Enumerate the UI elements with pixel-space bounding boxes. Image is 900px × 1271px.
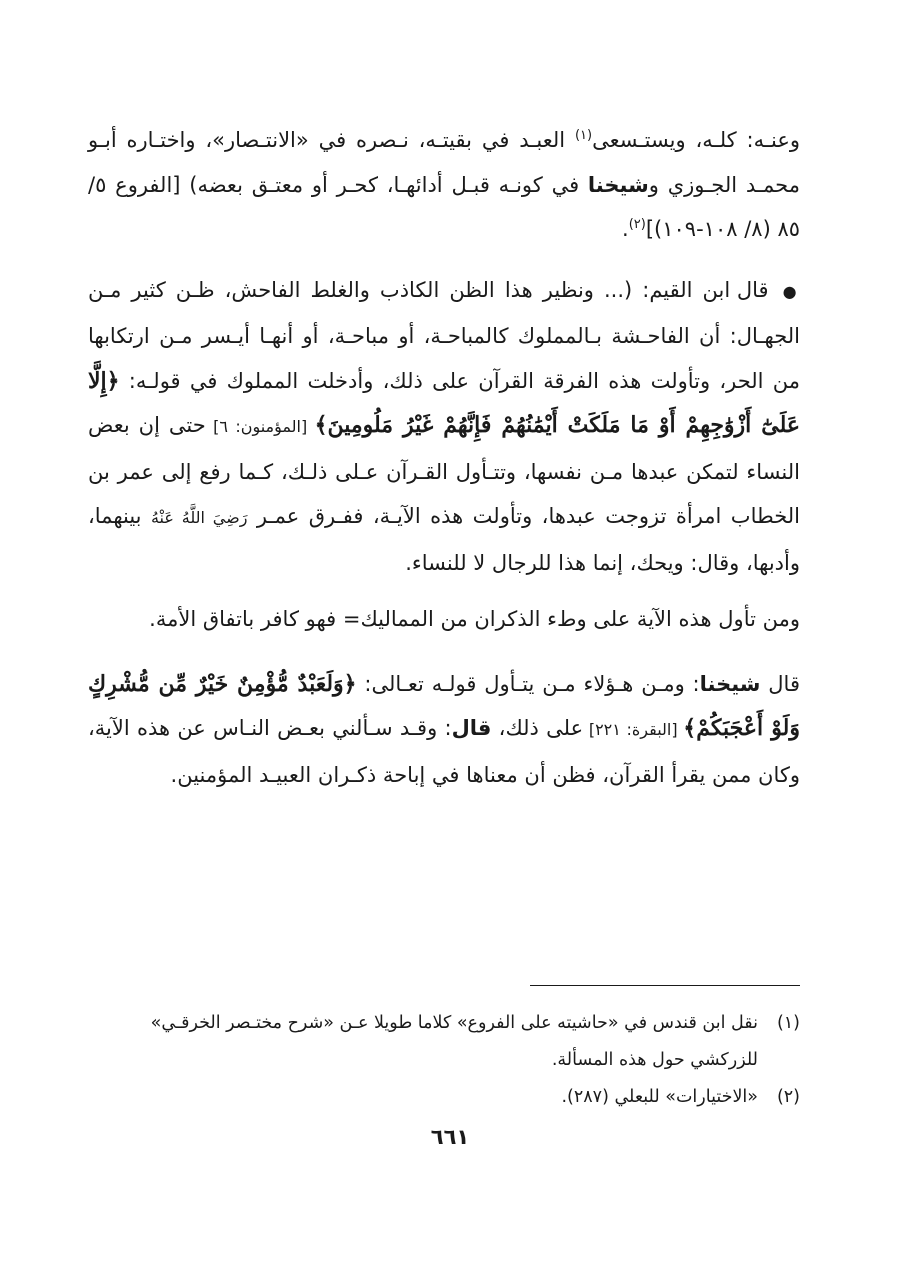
footnote-2 [88, 1079, 800, 1116]
footnote-ref-1[interactable]: (١) [574, 128, 593, 143]
p5-shaykh-bold: شيخنا [699, 671, 761, 696]
footnote-1-continued: للزركشي حول هذه المسألة. [551, 1050, 758, 1070]
quran-verse-baqarah: ﴿وَلَعَبْدٌ مُّؤْمِنٌ خَيْرٌ مِّن مُّشْرِكٍ وَلَوْ أَعْجَبَكُمْ﴾ [88, 670, 800, 741]
quran-verse-muminun: ﴿إِلَّا عَلَىٰٓ أَزْوَٰجِهِمْ أَوْ مَا مَلَكَتْ أَيْمَٰنُهُمْ فَإِنَّهُمْ غَيْرُ مَلُومِينَ﴾ [88, 367, 800, 438]
p5-text-a: قال [760, 671, 800, 696]
p1-text-a: وعنـه: كلـه، ويستـسعى [592, 128, 801, 152]
footnote-divider [530, 985, 800, 986]
paragraph-ibn-al-qayyim [88, 268, 800, 586]
p1-shaykh-bold: شيخنا [587, 172, 649, 197]
p3-text-b: حتى إن بعض النساء لتمكن عبدها مـن نفسها، وتتـأول القـرآن عـلى ذلـك، كـما رفع إلى عمر بن الخطاب امرأة تزوجت عبدها، وتأولت هذه الآيـة، ففـرق عمـر [88, 413, 800, 528]
footnotes [88, 1005, 800, 1116]
footnote-1 [88, 1005, 800, 1042]
footnote-text: نقل ابن قندس في «حاشيته على الفروع» كلاما طويلا عـن «شرح مختـصر الخرقـي» [150, 1013, 758, 1033]
p1-text-b: العبـد في بقيتـه، نـصره في «الانتـصار»، واختـاره أبـو محمـد الجـوزي و [88, 128, 800, 197]
paragraph-wa-anhu [88, 118, 800, 252]
p1-text-d: . [622, 217, 629, 241]
p3-text-a: قال ابن القيم: (... ونظير هذا الظن الكاذب والغلط الفاحش، ظـن كثير مـن الجهـال: أن الفاحـشة بـالمملوك كالمباحـة، أو مباحـة، أو أنهـا أيـسر مـن ارتكابها من الحر، وتأولت هذه الفرقة القرآن على ذلك، وأدخلت المملوك في قولـه: [88, 277, 800, 393]
verse-reference-baqarah: [البقرة: ٢٢١] [583, 720, 684, 739]
p5-text-c: على ذلك، [491, 716, 584, 740]
paragraph-man-taawwala: ومن تأول هذه الآية على وطء الذكران من المماليك= فهو كافر باتفاق الأمة. [149, 607, 800, 631]
page-number: ٦٦١ [430, 1125, 470, 1149]
p5-text-d: : وقـد سـألني بعـض النـاس عن هذه الآية، وكان ممن يقرأ القرآن، فظن أن معناها في إباحة ذكـران العبيـد المؤمنين. [88, 716, 800, 787]
p5-qala-bold: قال [451, 716, 492, 740]
honorific-radiya-allahu-anhu: رَضِيَ اللَّهُ عَنْهُ [150, 508, 248, 527]
paragraph-qala-shaykhuna [88, 662, 800, 798]
footnote-number: (٢) [776, 1087, 800, 1107]
footnote-number: (١) [776, 1013, 800, 1033]
bullet-icon: ● [782, 281, 800, 301]
footnote-text: «الاختيارات» للبعلي (٢٨٧). [561, 1087, 758, 1107]
verse-reference-muminun: [المؤمنون: ٦] [205, 417, 315, 436]
p5-text-b: : ومـن هـؤلاء مـن يتـأول قولـه تعـالى: [356, 671, 700, 696]
p1-text-c: في كونـه قبـل أدائهـا، كحـر أو معتـق بعضه) [الفروع ٥/ ٨٥ (٨/ ١٠٨-١٠٩)] [88, 172, 800, 241]
p3-text-c: بينهما، وأدبها، وقال: ويحك، إنما هذا للرجال لا للنساء. [88, 504, 800, 575]
footnote-ref-2[interactable]: (٢) [628, 217, 646, 232]
